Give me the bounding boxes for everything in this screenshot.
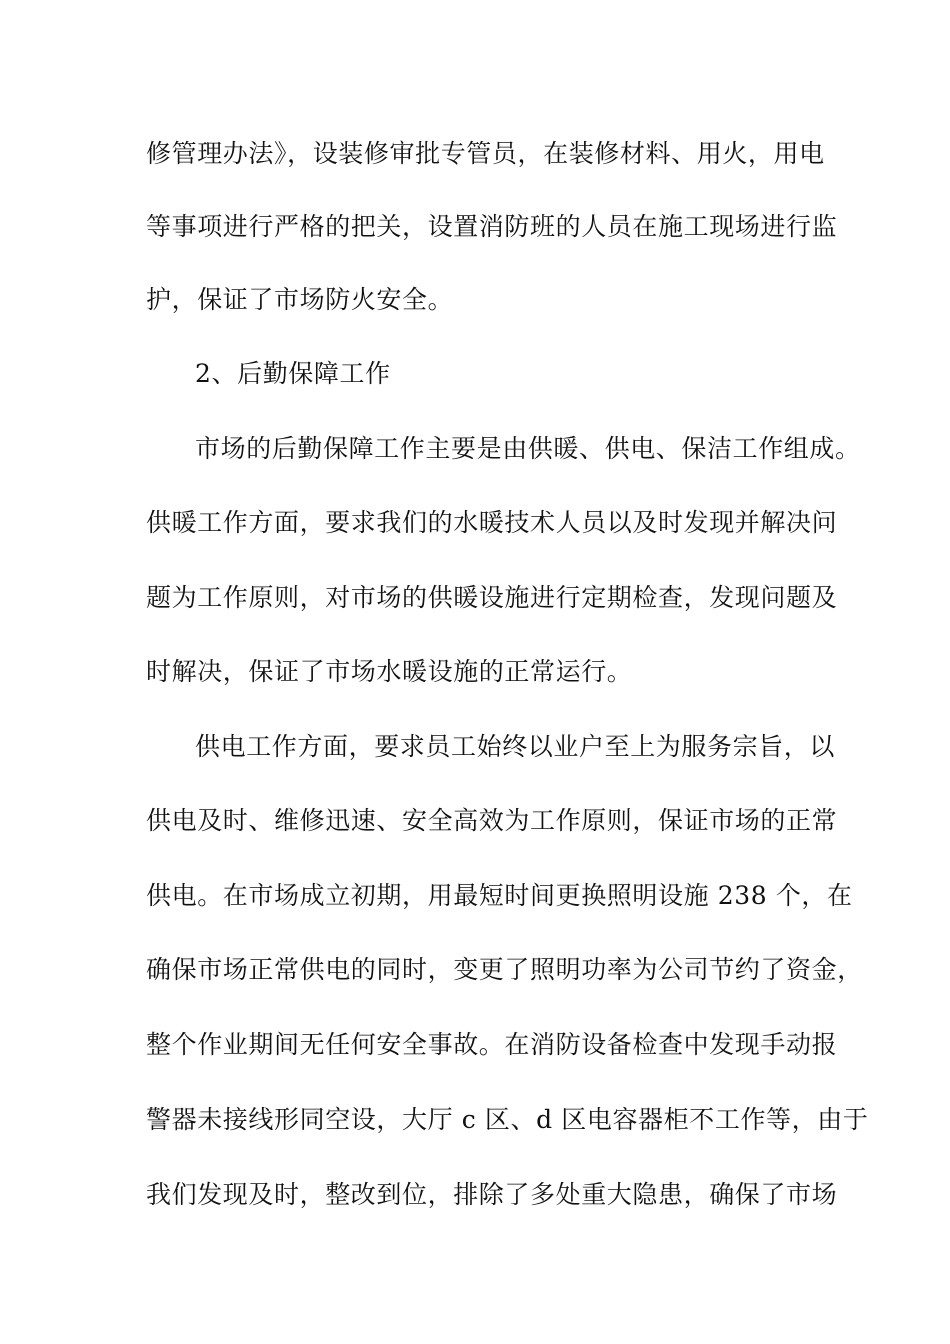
text-line: 供暖工作方面，要求我们的水暖技术人员以及时发现并解决问 <box>146 508 838 537</box>
text-line: 市场的后勤保障工作主要是由供暖、供电、保洁工作组成。 <box>195 434 861 463</box>
text-line: 供电及时、维修迅速、安全高效为工作原则，保证市场的正常 <box>146 806 838 835</box>
text-line: 等事项进行严格的把关，设置消防班的人员在施工现场进行监 <box>146 212 838 241</box>
text-line: 我们发现及时，整改到位，排除了多处重大隐患，确保了市场 <box>146 1180 838 1209</box>
text-line: 确保市场正常供电的同时，变更了照明功率为公司节约了资金， <box>146 955 863 984</box>
text-line: 修管理办法》，设装修审批专管员，在装修材料、用火，用电 <box>146 139 825 168</box>
text-line: 护，保证了市场防火安全。 <box>146 285 454 314</box>
text-line: 警器未接线形同空设，大厅 c 区、d 区电容器柜不工作等，由于 <box>146 1105 869 1134</box>
text-line: 供电工作方面，要求员工始终以业户至上为服务宗旨，以 <box>195 732 836 761</box>
text-line: 供电。在市场成立初期，用最短时间更换照明设施 238 个，在 <box>146 881 853 910</box>
section-heading: 2、后勤保障工作 <box>195 359 391 388</box>
text-line: 题为工作原则，对市场的供暖设施进行定期检查，发现问题及 <box>146 583 838 612</box>
text-line: 时解决，保证了市场水暖设施的正常运行。 <box>146 657 633 686</box>
text-line: 整个作业期间无任何安全事故。在消防设备检查中发现手动报 <box>146 1030 838 1059</box>
